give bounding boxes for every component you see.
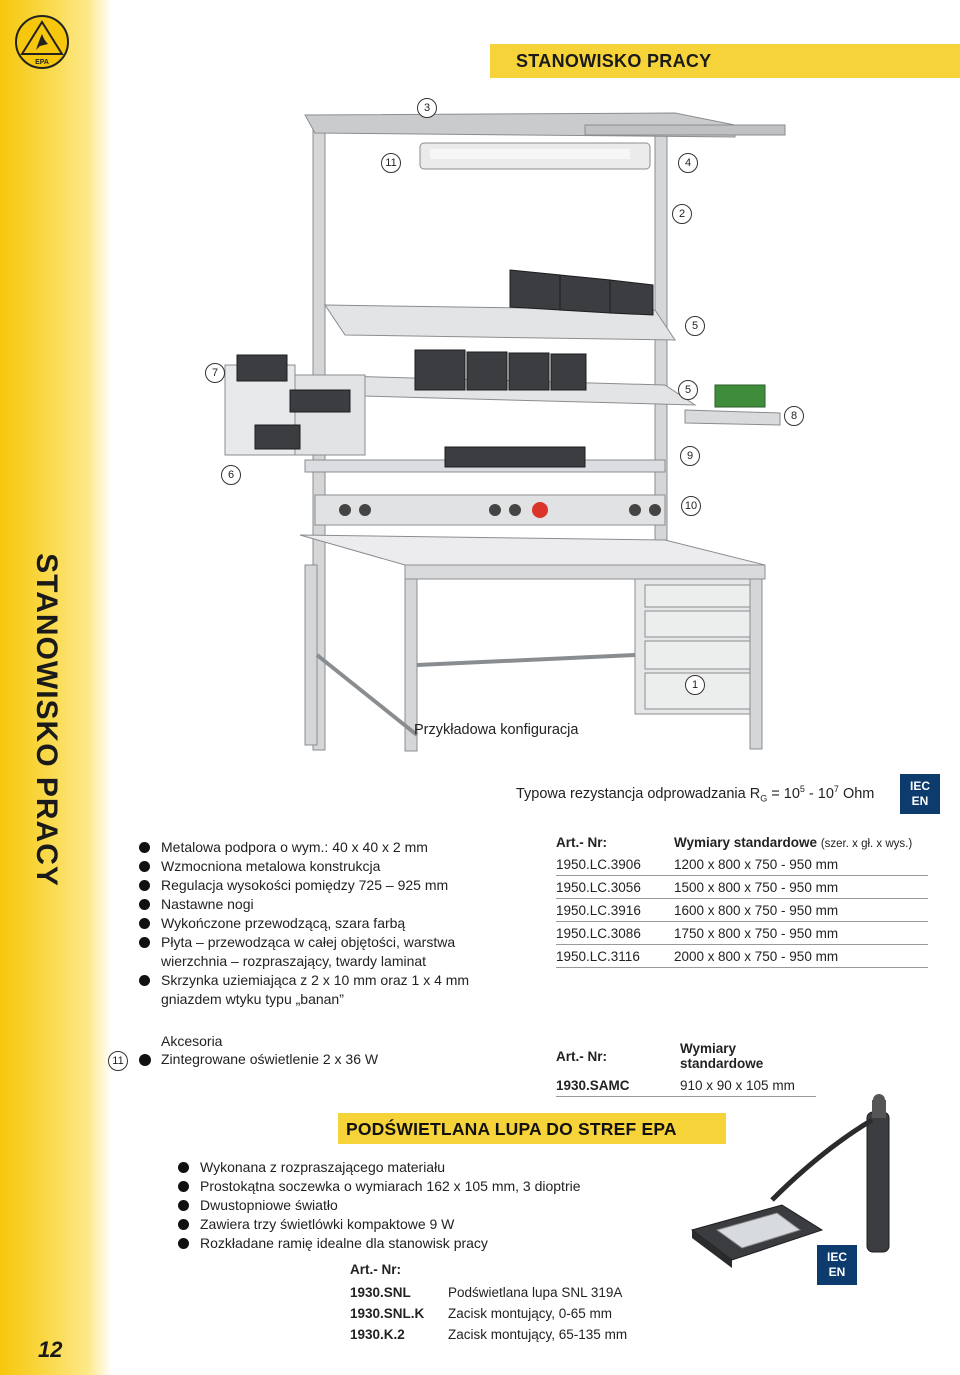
callout-5-lower: 5 (678, 380, 698, 400)
table-row (556, 853, 928, 876)
list-item (139, 876, 489, 895)
cell-art: 1930.SNL.K (350, 1306, 425, 1321)
list-item (139, 914, 489, 933)
magnifier-lamp-illustration (672, 1090, 922, 1275)
header-banner (490, 44, 960, 78)
list-item (139, 933, 489, 971)
callout-6: 6 (221, 465, 241, 485)
lupa-table (350, 1282, 670, 1345)
table-row (556, 876, 928, 899)
cell-dims: 800 x 750 - 950 mm (718, 922, 928, 945)
en-label: EN (828, 1265, 846, 1279)
cell-art: 1930.SNL (350, 1285, 411, 1300)
bullet-icon (139, 1054, 151, 1066)
list-item (178, 1196, 658, 1215)
list-item (139, 838, 489, 857)
cell-art: 1950.LC.3916 (556, 899, 674, 922)
cell-dims: 800 x 750 - 950 mm (718, 945, 928, 968)
col-art-header: Art.- Nr: (556, 1048, 607, 1064)
workstation-spec-table (556, 835, 928, 968)
cell-dims: 910 x 90 x 105 mm (680, 1074, 816, 1097)
list-item-text: Skrzynka uziemiająca z 2 x 10 mm oraz 1 x 4 mm gniazdem wtyku typu „banan” (161, 972, 470, 1007)
cell-art: 1950.LC.3056 (556, 876, 674, 899)
list-item (139, 895, 489, 914)
bullet-icon (139, 918, 150, 929)
callout-1: 1 (685, 675, 705, 695)
cell-art: 1950.LC.3116 (556, 945, 674, 968)
list-item-text: Wykończone przewodzącą, szara farbą (161, 915, 406, 931)
cell-desc: Zacisk montujący, 65-135 mm (448, 1327, 628, 1342)
callout-5-upper: 5 (685, 316, 705, 336)
resistance-eq: = 10 (767, 785, 800, 802)
cell-width: 1500 x (674, 876, 718, 899)
epa-logo-icon (14, 14, 70, 70)
bullet-icon (178, 1200, 189, 1211)
list-item (178, 1158, 658, 1177)
accessories-heading: Akcesoria (161, 1033, 223, 1049)
resistance-exp2: 7 (833, 784, 839, 794)
feature-list (139, 838, 489, 1009)
cell-art: 1950.LC.3906 (556, 853, 674, 876)
list-item-text: Wzmocniona metalowa konstrukcja (161, 858, 381, 874)
list-item-text: Rozkładane ramię idealne dla stanowisk pracy (200, 1235, 488, 1251)
accessories-callout-11: 11 (108, 1051, 128, 1071)
cell-dims: 800 x 750 - 950 mm (718, 899, 928, 922)
cell-width: 1200 x (674, 853, 718, 876)
table-row (556, 945, 928, 968)
resistance-mid: - 10 (804, 785, 834, 802)
list-item-text: Wykonana z rozpraszającego materiału (200, 1159, 445, 1175)
bullet-icon (178, 1181, 189, 1192)
list-item (139, 971, 489, 1009)
bullet-icon (178, 1162, 189, 1173)
accessories-item: Zintegrowane oświetlenie 2 x 36 W (161, 1051, 379, 1067)
workstation-drawing (205, 95, 795, 755)
lupa-art-header: Art.- Nr: (350, 1262, 401, 1277)
list-item (139, 857, 489, 876)
bullet-icon (178, 1238, 189, 1249)
resistance-exp1: 5 (799, 784, 805, 794)
list-item-text: Dwustopniowe światło (200, 1197, 338, 1213)
table-row (556, 899, 928, 922)
resistance-prefix: Typowa rezystancja odprowadzania R (516, 785, 761, 802)
page-number: 12 (38, 1337, 63, 1362)
cell-dims: 800 x 750 - 950 mm (718, 876, 928, 899)
resistance-sub: G (760, 793, 768, 804)
cell-dims: 800 x 750 - 950 mm (718, 853, 928, 876)
list-item (178, 1177, 658, 1196)
resistance-suffix: Ohm (838, 785, 875, 802)
col-dims-header: Wymiary standardowe (680, 1041, 764, 1071)
callout-9: 9 (680, 446, 700, 466)
list-item (178, 1234, 658, 1253)
bullet-icon (139, 880, 150, 891)
list-item-text: Metalowa podpora o wym.: 40 x 40 x 2 mm (161, 839, 428, 855)
col-dims-label: Wymiary standardowe (674, 835, 818, 850)
workstation-illustration (205, 95, 798, 755)
list-item (178, 1215, 658, 1234)
page-title: STANOWISKO PRACY (516, 51, 712, 71)
iec-label: IEC (826, 1250, 847, 1264)
cell-art: 1930.K.2 (350, 1327, 405, 1342)
callout-8: 8 (784, 406, 804, 426)
bullet-icon (139, 842, 150, 853)
table-row (350, 1303, 670, 1324)
table-row (350, 1282, 670, 1303)
list-item-text: Płyta – przewodząca w całej objętości, warstwa wierzchnia – rozpraszający, twardy laminat (161, 934, 456, 969)
cell-width: 1600 x (674, 899, 718, 922)
col-art-header: Art.- Nr: (556, 835, 607, 850)
en-label: EN (911, 794, 929, 808)
col-dims-header (674, 835, 928, 853)
table-row (556, 922, 928, 945)
cell-width: 2000 x (674, 945, 718, 968)
lupa-banner (338, 1113, 726, 1144)
callout-3: 3 (417, 98, 437, 118)
list-item-text: Zawiera trzy świetlówki kompaktowe 9 W (200, 1216, 455, 1232)
cell-art: 1950.LC.3086 (556, 922, 674, 945)
list-item-text: Nastawne nogi (161, 896, 254, 912)
col-dims-note: (szer. x gł. x wys.) (820, 838, 913, 850)
bullet-icon (139, 861, 150, 872)
callout-7: 7 (205, 363, 225, 383)
callout-10: 10 (681, 496, 701, 516)
lupa-iec-en-badge (817, 1245, 857, 1285)
resistance-note (516, 784, 874, 804)
epa-logo-text: EPA (35, 59, 49, 66)
lupa-title: PODŚWIETLANA LUPA DO STREF EPA (346, 1119, 677, 1139)
iec-en-badge (900, 774, 940, 814)
list-item-text: Prostokątna soczewka o wymiarach 162 x 105 mm, 3 dioptrie (200, 1178, 581, 1194)
table-header-row (556, 835, 928, 853)
callout-2: 2 (672, 204, 692, 224)
bullet-icon (178, 1219, 189, 1230)
bullet-icon (139, 937, 150, 948)
bullet-icon (139, 899, 150, 910)
cell-desc: Zacisk montujący, 0-65 mm (448, 1306, 613, 1321)
table-row (350, 1324, 670, 1345)
accessories-table (556, 1041, 816, 1097)
iec-label: IEC (909, 779, 930, 793)
side-band-fade (88, 0, 112, 1375)
cell-art: 1930.SAMC (556, 1074, 680, 1097)
bullet-icon (139, 975, 150, 986)
figure-caption: Przykładowa konfiguracja (414, 722, 579, 738)
callout-4: 4 (678, 153, 698, 173)
cell-desc: Podświetlana lupa SNL 319A (448, 1285, 623, 1300)
cell-width: 1750 x (674, 922, 718, 945)
table-header-row (556, 1041, 816, 1074)
lupa-feature-list (178, 1158, 658, 1253)
callout-11: 11 (381, 153, 401, 173)
side-title: STANOWISKO PRACY (30, 553, 63, 887)
list-item-text: Regulacja wysokości pomiędzy 725 – 925 mm (161, 877, 449, 893)
